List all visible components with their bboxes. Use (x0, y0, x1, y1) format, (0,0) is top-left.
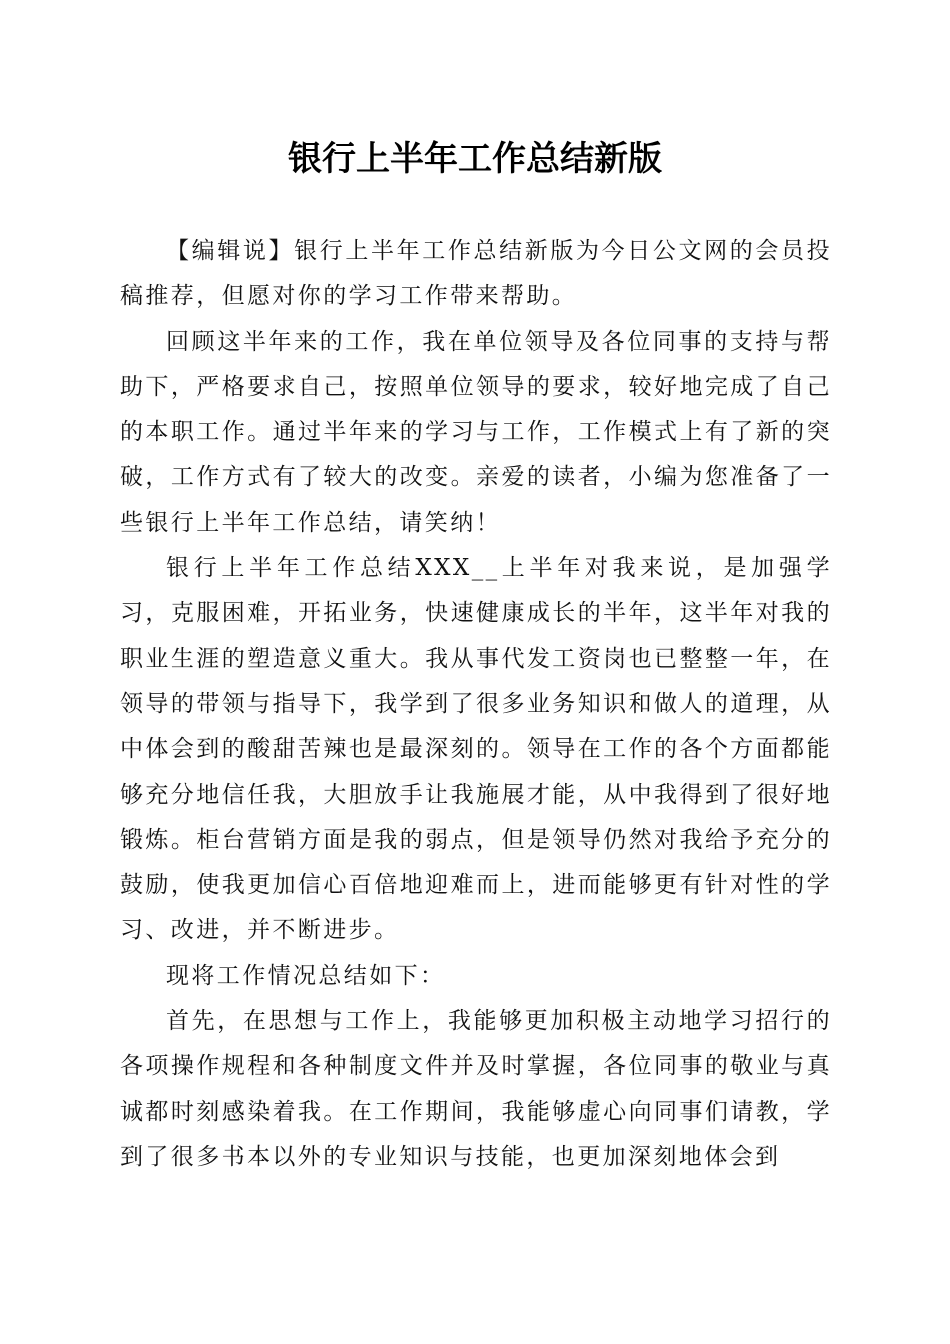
document-title: 银行上半年工作总结新版 (288, 139, 662, 179)
document-body (120, 229, 832, 1180)
editor-note-paragraph: 【编辑说】银行上半年工作总结新版为今日公文网的会员投稿推荐，但愿对你的学习工作带来帮助。 (120, 238, 832, 310)
summary-lead-paragraph: 现将工作情况总结如下： (166, 962, 446, 989)
first-point-paragraph: 首先，在思想与工作上，我能够更加积极主动地学习招行的各项操作规程和各种制度文件并及时掌握，各位同事的敬业与真诚都时刻感染着我。在工作期间，我能够虚心向同事们请教，学到了很多书本以外的专业知识与技能，也更加深刻地体会到 (120, 1008, 832, 1170)
review-paragraph: 回顾这半年来的工作，我在单位领导及各位同事的支持与帮助下，严格要求自己，按照单位领导的要求，较好地完成了自己的本职工作。通过半年来的学习与工作，工作模式上有了新的突破，工作方式有了较大的改变。亲爱的读者，小编为您准备了一些银行上半年工作总结，请笑纳！ (120, 328, 832, 536)
summary-intro-paragraph: 银行上半年工作总结XXX__上半年对我来说，是加强学习，克服困难，开拓业务，快速健康成长的半年，这半年对我的职业生涯的塑造意义重大。我从事代发工资岗也已整整一年，在领导的带领与指导下，我学到了很多业务知识和做人的道理，从中体会到的酸甜苦辣也是最深刻的。领导在工作的各个方面都能够充分地信任我，大胆放手让我施展才能，从中我得到了很好地锻炼。柜台营销方面是我的弱点，但是领导仍然对我给予充分的鼓励，使我更加信心百倍地迎难而上，进而能够更有针对性的学习、改进，并不断进步。 (120, 555, 832, 944)
